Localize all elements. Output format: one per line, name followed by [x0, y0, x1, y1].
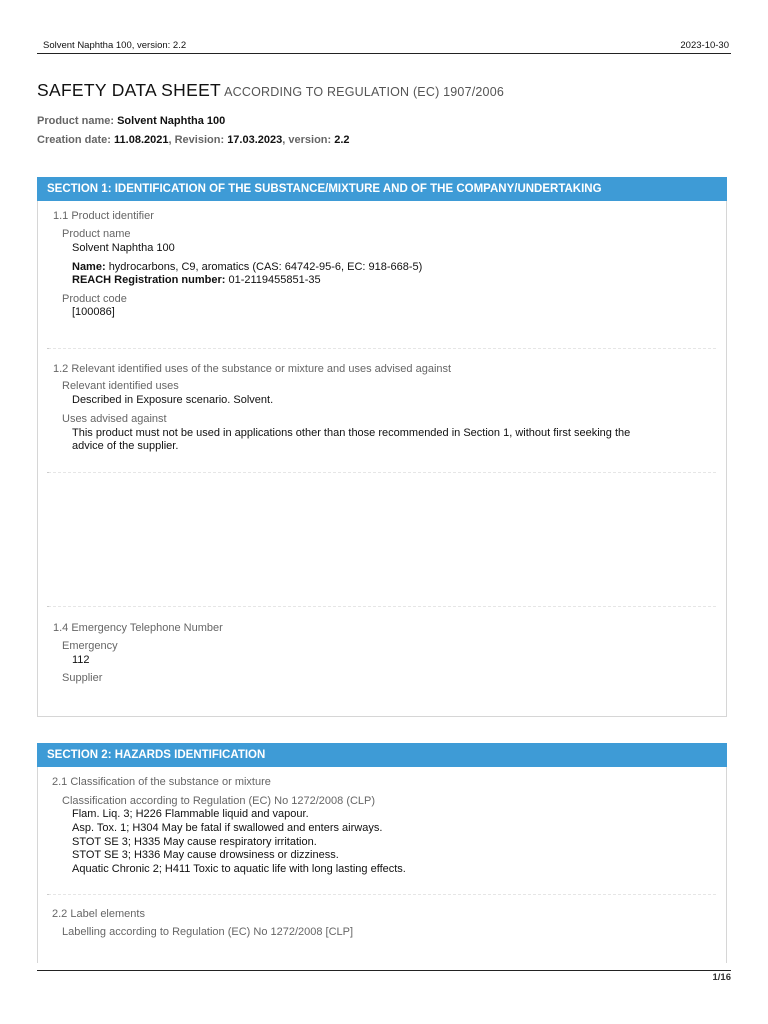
- product-name-label: Product name:: [37, 115, 115, 127]
- product-code-label: Product code: [62, 293, 127, 305]
- separator: [48, 894, 716, 895]
- reach-label: REACH Registration number:: [72, 274, 226, 286]
- revision-label: Revision:: [174, 134, 225, 146]
- emergency-number: 112: [72, 654, 90, 666]
- uses-value: Described in Exposure scenario. Solvent.: [72, 394, 274, 406]
- uses-label: Relevant identified uses: [62, 380, 179, 392]
- product-name-value: Solvent Naphtha 100: [117, 115, 226, 127]
- creation-date-value: 11.08.2021: [114, 134, 169, 146]
- separator: [48, 472, 716, 473]
- classification-label: Classification according to Regulation (EC) No 1272/2008 (CLP): [62, 795, 376, 807]
- running-header: [37, 40, 731, 54]
- uses-advised-against-line-1: This product must not be used in applications other than those recommended in Section 1, without first seeking the: [72, 427, 631, 439]
- hazard-item: STOT SE 3; H335 May cause respiratory irritation.: [72, 836, 317, 848]
- uses-advised-against-line-2: advice of the supplier.: [72, 440, 179, 452]
- dates-line: Creation date: 11.08.2021, Revision: 17.03.2023, version: 2.2: [37, 134, 350, 146]
- hazard-item: Asp. Tox. 1; H304 May be fatal if swallowed and enters airways.: [72, 822, 383, 834]
- substance-name-line: [72, 261, 422, 273]
- page-number: 1/16: [712, 972, 731, 983]
- product-name-field-value: Solvent Naphtha 100: [72, 242, 175, 254]
- separator: [48, 606, 716, 607]
- subsection-1-4-title: 1.4 Emergency Telephone Number: [53, 622, 223, 634]
- subsection-1-1-title: 1.1 Product identifier: [53, 210, 154, 222]
- product-code-value: [100086]: [72, 306, 115, 318]
- separator: [48, 348, 716, 349]
- hazard-item: STOT SE 3; H336 May cause drowsiness or dizziness.: [72, 849, 339, 861]
- labelling-regulation: Labelling according to Regulation (EC) No 1272/2008 [CLP]: [62, 926, 354, 938]
- supplier-label: Supplier: [62, 672, 103, 684]
- document-title: [37, 80, 504, 101]
- subsection-2-1-title: 2.1 Classification of the substance or mixture: [52, 776, 271, 788]
- section-2: [37, 743, 727, 963]
- emergency-label: Emergency: [62, 640, 118, 652]
- title-sub: ACCORDING TO REGULATION (EC) 1907/2006: [224, 85, 504, 99]
- reach-line: [72, 274, 321, 286]
- footer-rule: [37, 970, 731, 971]
- section-1-heading: SECTION 1: IDENTIFICATION OF THE SUBSTANCE/MIXTURE AND OF THE COMPANY/UNDERTAKING: [37, 177, 727, 201]
- product-name-field-label: Product name: [62, 228, 131, 240]
- reach-value: 01-2119455851-35: [228, 274, 321, 286]
- header-document-name: Solvent Naphtha 100, version: 2.2: [43, 40, 187, 51]
- hazard-item: Flam. Liq. 3; H226 Flammable liquid and vapour.: [72, 808, 309, 820]
- revision-value: 17.03.2023: [227, 134, 283, 146]
- hazard-item: Aquatic Chronic 2; H411 Toxic to aquatic life with long lasting effects.: [72, 863, 406, 875]
- header-date: 2023-10-30: [680, 40, 729, 51]
- version-value: 2.2: [334, 134, 350, 146]
- title-main: SAFETY DATA SHEET: [37, 80, 222, 100]
- substance-name-value: hydrocarbons, C9, aromatics (CAS: 64742-95-6, EC: 918-668-5): [108, 261, 423, 273]
- substance-name-label: Name:: [72, 261, 106, 273]
- version-label: version:: [288, 134, 332, 146]
- subsection-1-2-title: 1.2 Relevant identified uses of the substance or mixture and uses advised against: [53, 363, 452, 375]
- product-name-line: [37, 115, 225, 127]
- section-2-heading: SECTION 2: HAZARDS IDENTIFICATION: [37, 743, 727, 767]
- section-1: [37, 177, 727, 717]
- creation-date-label: Creation date:: [37, 134, 111, 146]
- uses-advised-against-label: Uses advised against: [62, 413, 167, 425]
- subsection-2-2-title: 2.2 Label elements: [52, 908, 145, 920]
